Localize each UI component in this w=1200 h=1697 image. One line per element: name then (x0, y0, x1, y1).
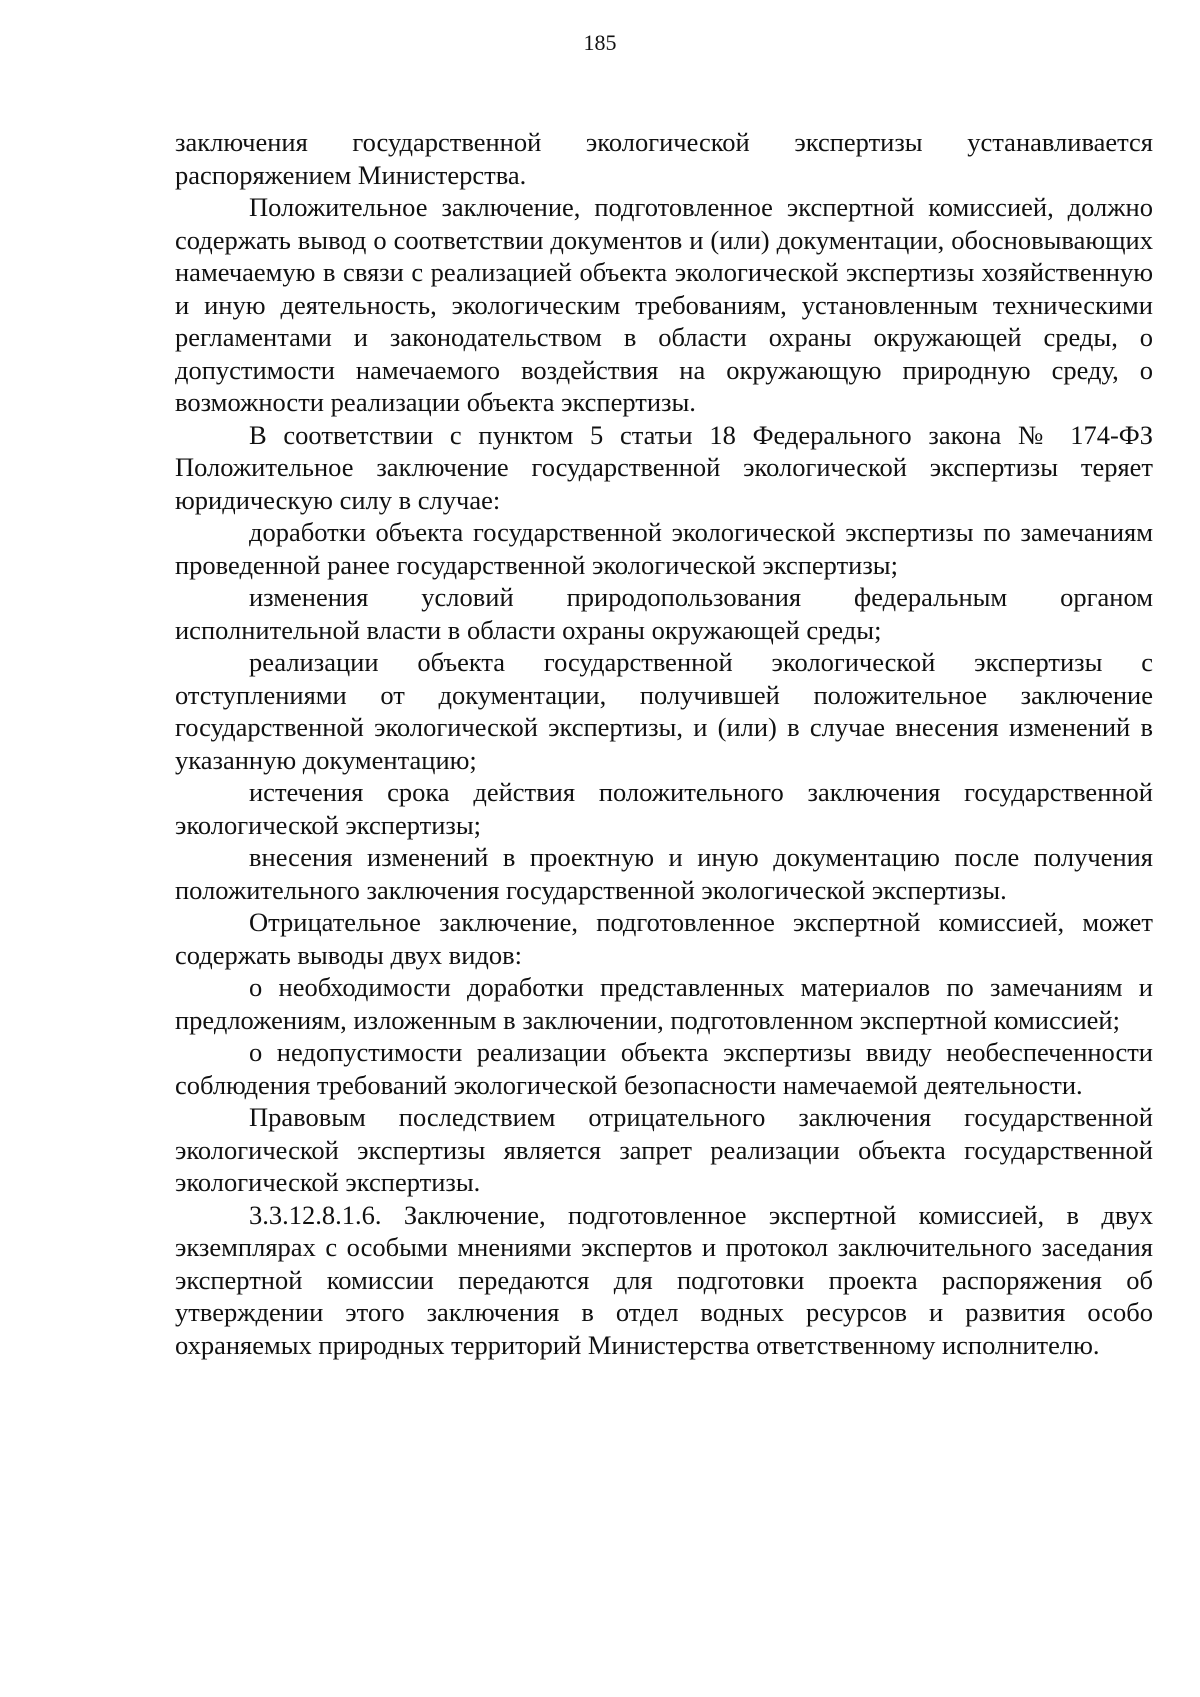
list-item: внесения изменений в проектную и иную документацию после получения положительного заключения государственной экологической экспертизы. (175, 842, 1153, 905)
paragraph: Положительное заключение, подготовленное экспертной комиссией, должно содержать вывод о соответствии документов и (или) документации, обосновывающих намечаемую в связи с реализацией объекта экологической экспертизы хозяйственную и иную деятельность, экологическим требованиям, установленным техническими регламентами и законодательством в области охраны окружающей среды, о допустимости намечаемого воздействия на окружающую природную среду, о возможности реализации объекта экспертизы. (175, 192, 1153, 417)
document-body (175, 126, 1153, 1361)
list-item: о недопустимости реализации объекта экспертизы ввиду необеспеченности соблюдения требований экологической безопасности намечаемой деятельности. (175, 1037, 1153, 1100)
paragraph: Отрицательное заключение, подготовленное экспертной комиссией, может содержать выводы двух видов: (175, 907, 1153, 970)
paragraph: заключения государственной экологической экспертизы устанавливается распоряжением Министерства. (175, 127, 1153, 190)
list-item: истечения срока действия положительного заключения государственной экологической экспертизы; (175, 777, 1153, 840)
list-item: изменения условий природопользования федеральным органом исполнительной власти в области охраны окружающей среды; (175, 582, 1153, 645)
list-item: о необходимости доработки представленных материалов по замечаниям и предложениям, изложенным в заключении, подготовленном экспертной комиссией; (175, 972, 1153, 1035)
list-item: реализации объекта государственной экологической экспертизы с отступлениями от документации, получившей положительное заключение государственной экологической экспертизы, и (или) в случае внесения изменений в указанную документацию; (175, 647, 1153, 775)
paragraph: 3.3.12.8.1.6. Заключение, подготовленное экспертной комиссией, в двух экземплярах с особыми мнениями экспертов и протокол заключительного заседания экспертной комиссии передаются для подготовки проекта распоряжения об утверждении этого заключения в отдел водных ресурсов и развития особо охраняемых природных территорий Министерства ответственному исполнителю. (175, 1199, 1153, 1360)
paragraph: В соответствии с пунктом 5 статьи 18 Федерального закона № 174-ФЗ Положительное заключение государственной экологической экспертизы теряет юридическую силу в случае: (175, 419, 1153, 515)
list-item: доработки объекта государственной экологической экспертизы по замечаниям проведенной ранее государственной экологической экспертизы; (175, 517, 1153, 580)
paragraph: Правовым последствием отрицательного заключения государственной экологической экспертизы является запрет реализации объекта государственной экологической экспертизы. (175, 1102, 1153, 1197)
page-number: 185 (583, 30, 617, 55)
